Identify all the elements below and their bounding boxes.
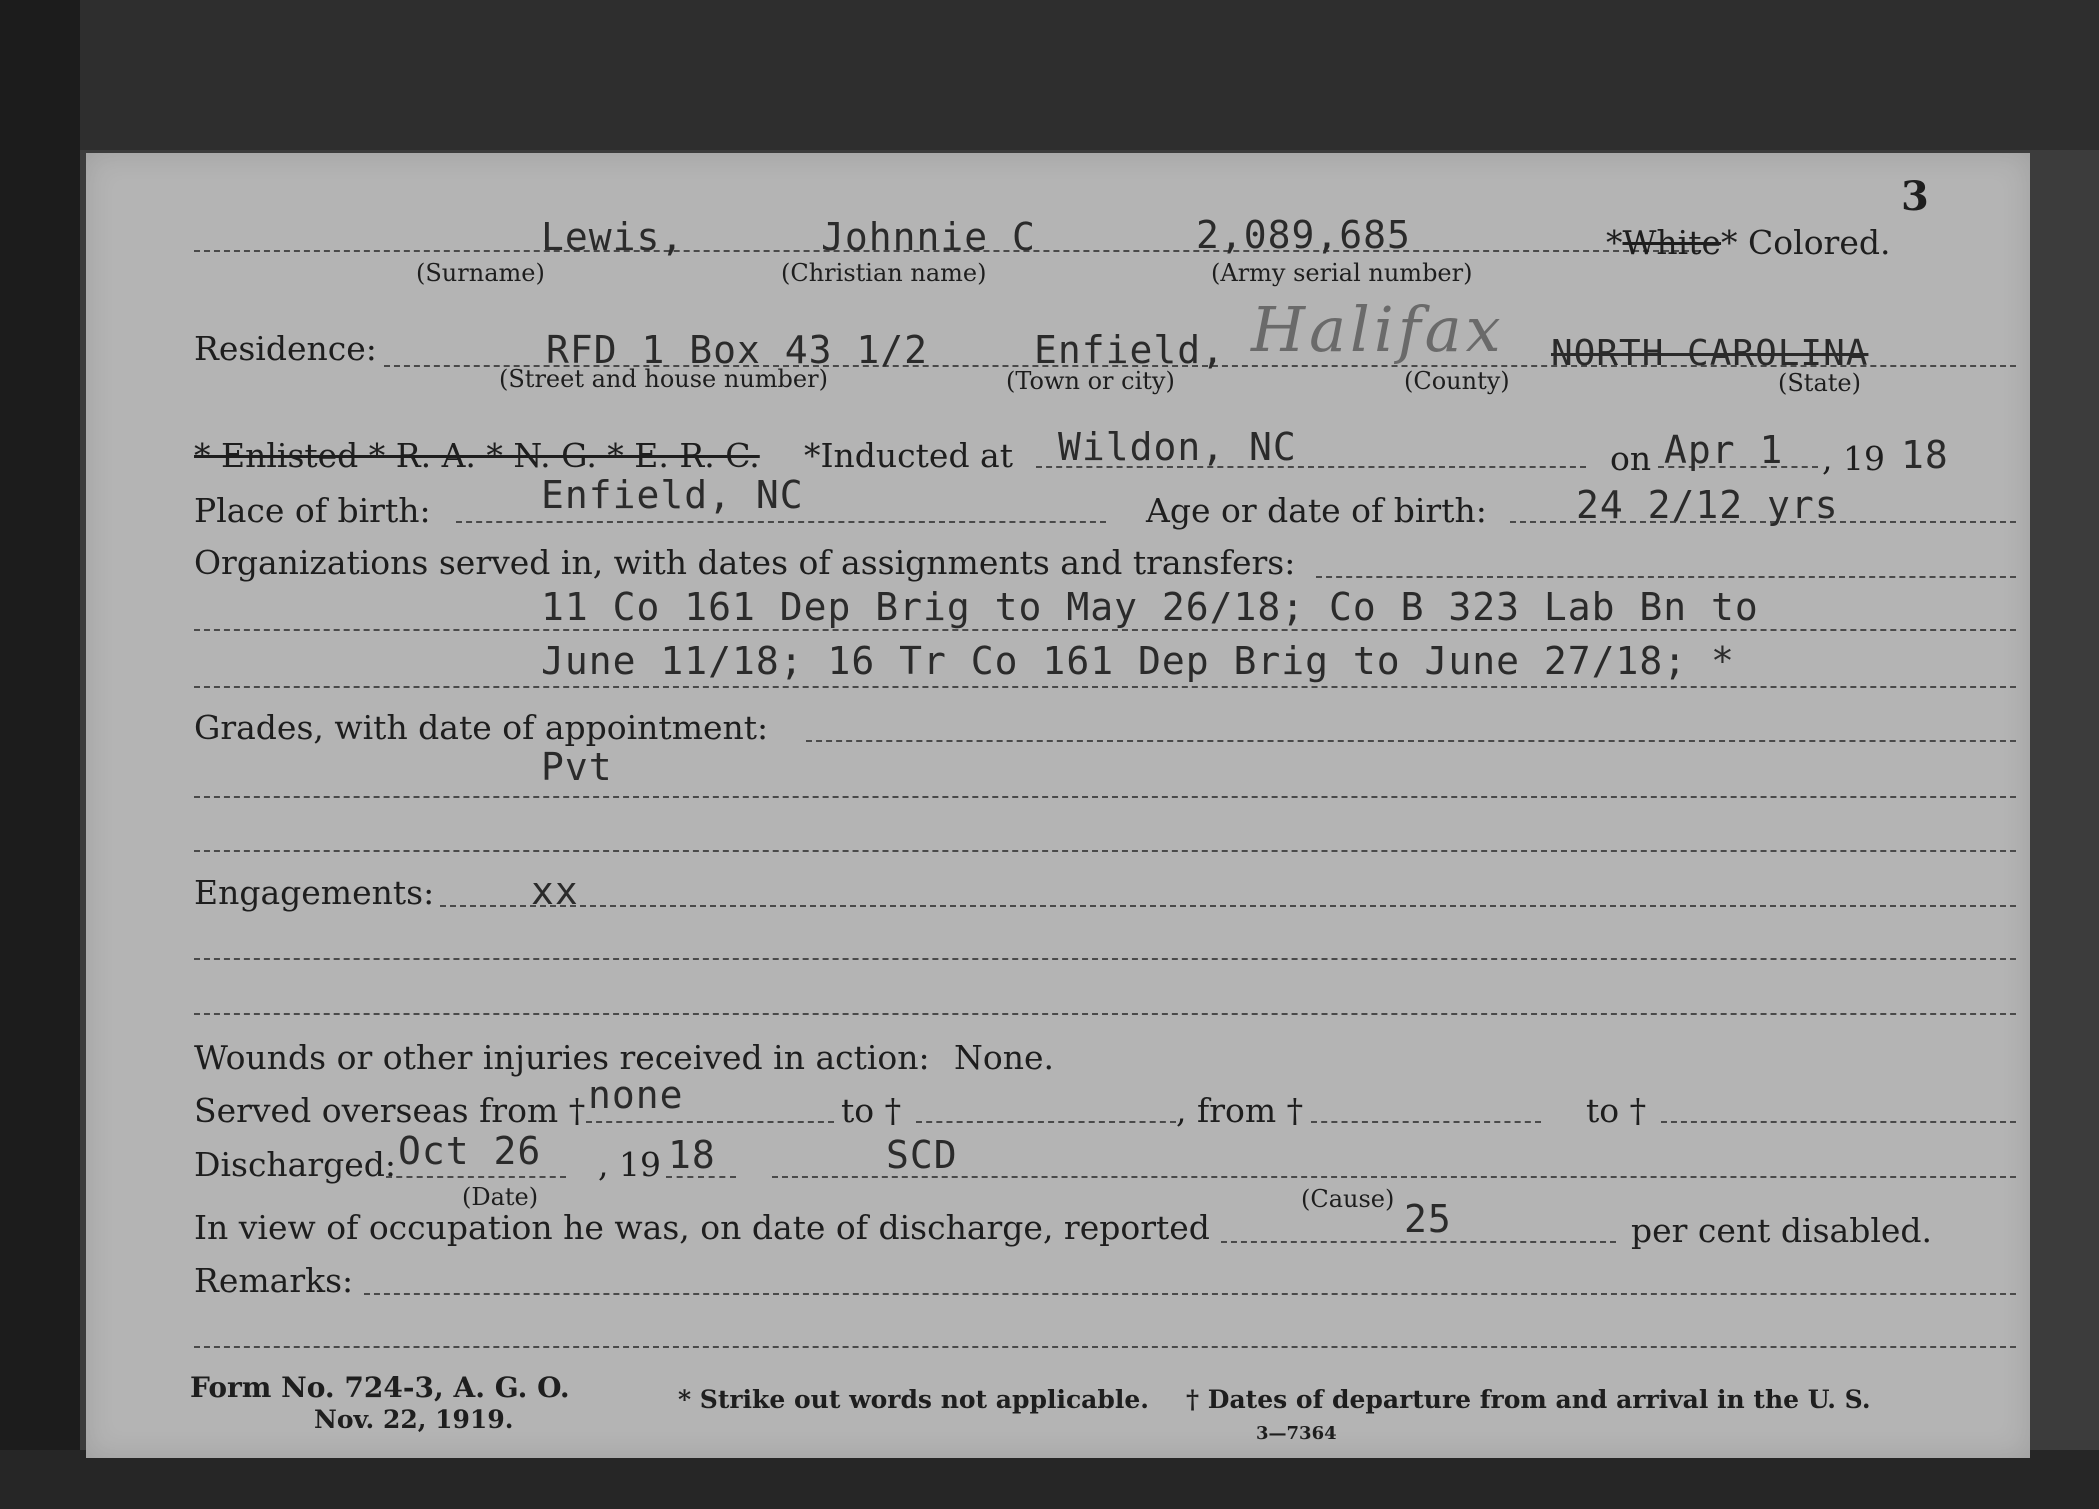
- wounds-label: Wounds or other injuries received in action:: [194, 1038, 930, 1077]
- wounds-value: None.: [954, 1038, 1055, 1077]
- organizations-line-0: [1316, 576, 2016, 578]
- street-caption: (Street and house number): [499, 365, 828, 393]
- footnote-dates: † Dates of departure from and arrival in the U. S.: [1186, 1385, 1871, 1414]
- race-prefix: *: [1606, 223, 1623, 262]
- age-label: Age or date of birth:: [1146, 491, 1487, 530]
- serial-number-value: 2,089,685: [1196, 213, 1411, 257]
- remarks-label: Remarks:: [194, 1261, 354, 1300]
- white-struck: White: [1622, 223, 1722, 262]
- remarks-line-1: [194, 1346, 2016, 1348]
- organizations-value-line2: June 11/18; 16 Tr Co 161 Dep Brig to June 27/18; *: [541, 639, 1735, 683]
- surname-caption: (Surname): [416, 259, 545, 287]
- discharge-cause-value: SCD: [886, 1133, 958, 1177]
- discharged-label: Discharged:: [194, 1145, 397, 1184]
- print-code: 3—7364: [1256, 1423, 1337, 1444]
- colored-label: * Colored.: [1721, 223, 1891, 262]
- engagements-line-1: [194, 958, 2016, 960]
- birthplace-label: Place of birth:: [194, 491, 431, 530]
- organizations-value-line1: 11 Co 161 Dep Brig to May 26/18; Co B 323 Lab Bn to: [541, 585, 1759, 629]
- engagements-label: Engagements:: [194, 873, 435, 912]
- inducted-at-value: Wildon, NC: [1058, 425, 1297, 469]
- overseas-from2-line: [1311, 1121, 1541, 1123]
- christian-name-caption: (Christian name): [781, 259, 987, 287]
- page-number: 3: [1901, 173, 1929, 220]
- organizations-label: Organizations served in, with dates of assignments and transfers:: [194, 543, 1296, 582]
- overseas-to-line: [916, 1121, 1176, 1123]
- overseas-to2-label: to †: [1586, 1091, 1647, 1130]
- overseas-from2-label: , from †: [1176, 1091, 1304, 1130]
- discharge-year-prefix: , 19: [598, 1145, 661, 1184]
- residence-label: Residence:: [194, 329, 377, 368]
- overseas-to2-line: [1661, 1121, 2016, 1123]
- date-caption: (Date): [462, 1183, 539, 1211]
- age-value: 24 2/12 yrs: [1576, 483, 1839, 527]
- engagements-line-0: [440, 905, 2016, 907]
- on-label: on: [1610, 439, 1652, 478]
- disability-value: 25: [1404, 1197, 1452, 1241]
- footnote-strike-out: * Strike out words not applicable.: [678, 1385, 1149, 1414]
- grades-label: Grades, with date of appointment:: [194, 708, 769, 747]
- surname-value: Lewis,: [541, 215, 685, 259]
- service-record-card: [86, 153, 2030, 1458]
- organizations-line-1: [194, 629, 2016, 631]
- organizations-line-2: [194, 686, 2016, 688]
- town-value: Enfield,: [1034, 328, 1226, 372]
- discharge-cause-line: [772, 1176, 2016, 1178]
- engagements-line-2: [194, 1013, 2016, 1015]
- overseas-value: none: [588, 1073, 684, 1117]
- scan-background-left: [0, 0, 80, 1509]
- race-field: [1606, 223, 1890, 262]
- induction-year-prefix: , 19: [1822, 439, 1885, 478]
- remarks-line-0: [364, 1293, 2016, 1295]
- overseas-from-line: [586, 1121, 834, 1123]
- discharge-date-line: [386, 1176, 566, 1178]
- overseas-to-label: to †: [841, 1091, 902, 1130]
- discharge-year-value: 18: [668, 1133, 716, 1177]
- induction-date-value: Apr 1: [1664, 428, 1784, 472]
- birthplace-line: [456, 521, 1106, 523]
- birthplace-value: Enfield, NC: [541, 473, 804, 517]
- grades-value: Pvt: [541, 745, 613, 789]
- state-value: NORTH CAROLINA: [1551, 333, 1869, 374]
- form-date: Nov. 22, 1919.: [314, 1405, 514, 1434]
- disability-line: [1221, 1241, 1616, 1243]
- discharge-date-value: Oct 26: [398, 1129, 542, 1173]
- state-caption: (State): [1778, 369, 1861, 397]
- per-cent-label: per cent disabled.: [1631, 1211, 1933, 1250]
- county-handwritten: Halifax: [1251, 293, 1505, 366]
- overseas-label: Served overseas from †: [194, 1091, 586, 1130]
- occupation-label: In view of occupation he was, on date of discharge, reported: [194, 1208, 1210, 1247]
- christian-name-value: Johnnie C: [821, 215, 1036, 259]
- cause-caption: (Cause): [1301, 1185, 1395, 1213]
- grades-line-1: [194, 796, 2016, 798]
- town-caption: (Town or city): [1006, 367, 1175, 395]
- scan-background-top: [0, 0, 2099, 150]
- street-value: RFD 1 Box 43 1/2: [546, 328, 929, 372]
- grades-line-2: [194, 850, 2016, 852]
- enlistment-options-struck: * Enlisted * R. A. * N. G. * E. R. C.: [194, 436, 760, 475]
- form-number: Form No. 724-3, A. G. O.: [190, 1371, 570, 1404]
- serial-number-caption: (Army serial number): [1211, 259, 1473, 287]
- inducted-label: *Inducted at: [804, 436, 1013, 475]
- engagements-value: xx: [531, 869, 579, 913]
- grades-line-0: [806, 740, 2016, 742]
- scan-background-bottom: [0, 1450, 2099, 1509]
- county-caption: (County): [1404, 367, 1510, 395]
- induction-year-value: 18: [1901, 433, 1949, 477]
